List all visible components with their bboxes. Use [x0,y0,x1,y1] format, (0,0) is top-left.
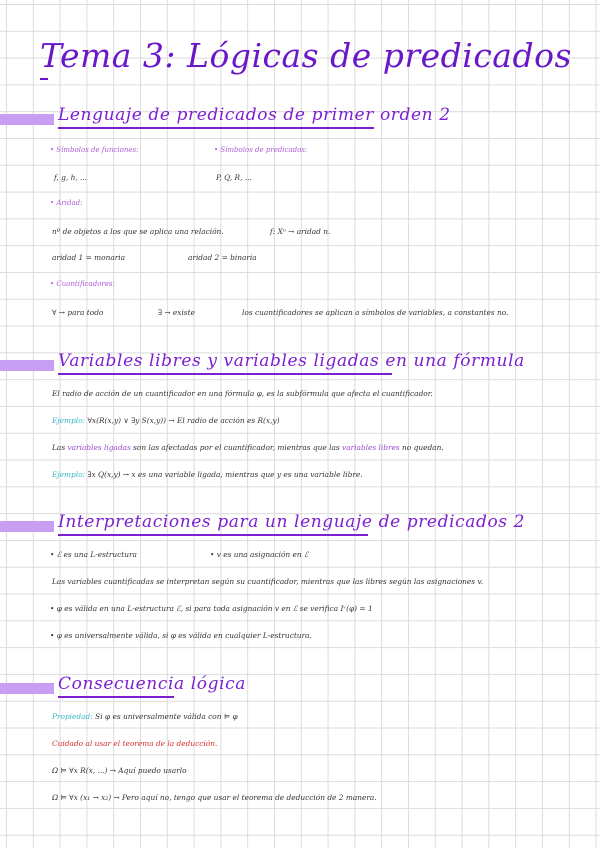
predicate-symbols-list: P, Q, R, ... [216,173,252,182]
example-2: Ejemplo: ∃x Q(x,y) → x es una variable ligada, mientras que y es una variable libre. [52,470,363,479]
section-underline [58,127,374,129]
section-underline [58,373,392,375]
subheading-arity: • Aridad: [50,199,83,207]
section-marker [0,683,54,694]
function-symbols-list: f, g, h, ... [54,173,88,182]
validity-in-structure: • φ es válida en una L-estructura ℰ, si para toda asignación v en ℰ se verifica Iᵛ(φ) = 1 [50,604,373,613]
quantifier-note: los cuantificadores se aplican a símbolos de variables, a constantes no. [242,308,509,317]
section-title: Lenguaje de predicados de primer orden 2 [58,105,451,125]
section-marker [0,114,54,125]
quantifier-forall: ∀ → para todo [52,308,104,317]
title-accent [40,78,48,80]
action-radius-definition: El radio de acción de un cuantificador en una fórmula φ, es la subfórmula que afecta el cuantificador. [52,389,433,398]
subheading-quantifiers: • Cuantificadores: [50,280,115,288]
subheading-predicate-symbols: • Símbolos de predicados: [214,146,308,154]
section-marker [0,360,54,371]
bound-free-variables: Las variables ligadas son las afectadas por el cuantificador, mientras que las variables libres no quedan. [52,443,444,452]
quantified-variables-note: Las variables cuantificadas se interpretan según su cuantificador, mientras que las libres según las asignaciones v. [52,577,484,586]
property-line: Propiedad: Si φ es universalmente válida con ⊨ φ [52,712,238,721]
arity-definition: nº de objetos a los que se aplica una relación. [52,227,224,236]
section-underline [58,534,368,536]
deduction-example-ok: Ω ⊨ ∀x R(x, ...) → Aquí puedo usarlo [52,766,187,775]
interpretation-assignment: • v es una asignación en ℰ [210,550,309,559]
deduction-example-not-ok: Ω ⊨ ∀x (x₁ → x₂) → Pero aquí no, tengo que usar el teorema de deducción de 2 manera. [52,793,377,802]
subheading-function-symbols: • Símbolos de funciones: [50,146,139,154]
section-marker [0,521,54,532]
interpretation-structure: • ℰ es una L-estructura [50,550,137,559]
section-title: Interpretaciones para un lenguaje de predicados 2 [58,512,526,532]
universal-validity: • φ es universalmente válida, si φ es válida en cualquier L-estructura. [50,631,312,640]
quantifier-exists: ∃ → existe [158,308,195,317]
deduction-warning: Cuidado al usar el teorema de la deducción. [52,739,218,748]
section-title: Variables libres y variables ligadas en una fórmula [58,351,525,371]
arity-monaria: aridad 1 = monaria [52,253,126,262]
arity-formula: f: Xⁿ → aridad n. [270,227,331,236]
page-title: Tema 3: Lógicas de predicados [40,36,572,75]
section-title: Consecuencia lógica [58,674,246,694]
arity-binaria: aridad 2 = binaria [188,253,257,262]
section-underline [58,696,174,698]
example-1: Ejemplo: ∀x(R(x,y) ∨ ∃y S(x,y)) → El radio de acción es R(x,y) [52,416,280,425]
